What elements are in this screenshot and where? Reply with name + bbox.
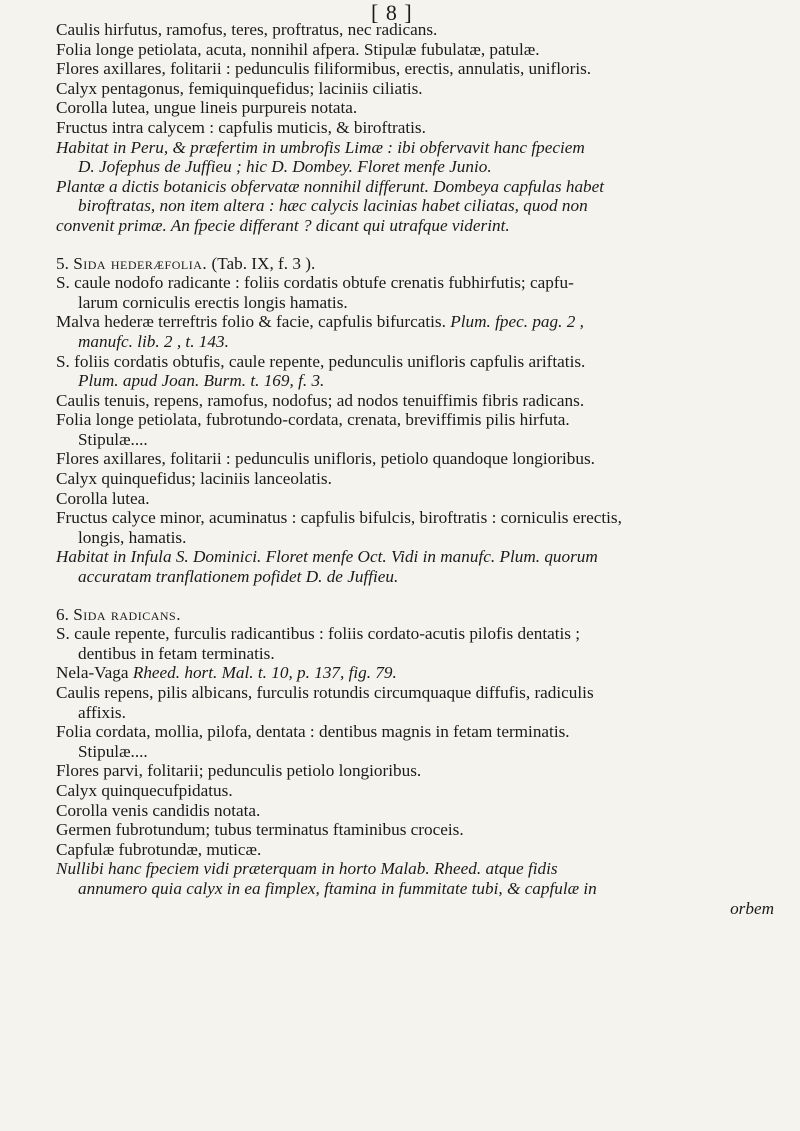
text-line: Fructus calyce minor, acuminatus : capfulis bifulcis, biroftratis : corniculis erectis, — [56, 508, 622, 528]
text-line: larum corniculis erectis longis hamatis. — [78, 292, 348, 312]
synonym-line — [56, 663, 782, 683]
species-heading-5 — [56, 254, 782, 274]
habitat-note: annumero quia calyx in ea fimplex, ftamina in fummitate tubi, & capfulæ in — [78, 878, 597, 898]
text-line: Germen fubrotundum; tubus terminatus ftaminibus croceis. — [56, 820, 464, 840]
text-line: Folia longe petiolata, fubrotundo-cordata, crenata, breviffimis pilis hirfuta. — [56, 410, 570, 430]
text-line: dentibus in fetam terminatis. — [78, 643, 275, 663]
species-number: 5. — [56, 253, 69, 273]
text-line: Stipulæ.... — [78, 741, 148, 761]
text-line: Calyx pentagonus, femiquinquefidus; laciniis ciliatis. — [56, 78, 423, 98]
text-line: Folia cordata, mollia, pilofa, dentata : dentibus magnis in fetam terminatis. — [56, 722, 570, 742]
text-line: Flores parvi, folitarii; pedunculis petiolo longioribus. — [56, 761, 422, 781]
species-heading-6 — [56, 605, 782, 625]
text-line: Flores axillares, folitarii : pedunculis unifloris, petiolo quandoque longioribus. — [56, 449, 595, 469]
habitat-note: D. Jofephus de Juffieu ; hic D. Dombey. Floret menfe Junio. — [78, 157, 492, 177]
text-line: Caulis tenuis, repens, ramofus, nodofus; ad nodos tenuiffimis fibris radicans. — [56, 390, 585, 410]
page-number: [ 8 ] — [371, 0, 413, 25]
species-name: Sida hederæfolia. — [73, 253, 208, 273]
page-text — [56, 20, 782, 918]
habitat-note: Habitat in Peru, & præfertim in umbrofis Limæ : ibi obfervavit hanc fpeciem — [56, 137, 585, 157]
text-line: Folia longe petiolata, acuta, nonnihil afpera. Stipulæ fubulatæ, patulæ. — [56, 39, 540, 59]
habitat-note: convenit primæ. An fpecie differant ? dicant qui utrafque viderint. — [56, 215, 510, 235]
text-line: Corolla venis candidis notata. — [56, 800, 261, 820]
text-line: S. caule nodofo radicante : foliis cordatis obtufe crenatis fubhirfutis; capfu- — [56, 273, 574, 293]
habitat-note: Habitat in Infula S. Dominici. Floret menfe Oct. Vidi in manufc. Plum. quorum — [56, 547, 598, 567]
citation: Plum. fpec. pag. 2 , — [450, 312, 584, 332]
text-line: Capfulæ fubrotundæ, muticæ. — [56, 839, 262, 859]
text-line: Stipulæ.... — [78, 429, 148, 449]
habitat-note: accuratam tranflationem pofidet D. de Juffieu. — [78, 567, 399, 587]
species-name: Sida radicans. — [73, 604, 182, 624]
synonym-text: Malva hederæ terreftris folio & facie, capfulis bifurcatis. — [56, 312, 446, 332]
text-line: Caulis hirfutus, ramofus, teres, proftratus, nec radicans. — [56, 20, 438, 39]
text-line: longis, hamatis. — [78, 527, 187, 547]
text-line: Corolla lutea. — [56, 488, 150, 508]
text-line: Caulis repens, pilis albicans, furculis rotundis circumquaque diffufis, radiculis — [56, 683, 594, 702]
text-line: Fructus intra calycem : capfulis muticis, & biroftratis. — [56, 117, 426, 137]
text-line: Calyx quinquefidus; laciniis lanceolatis. — [56, 469, 332, 489]
citation: Plum. apud Joan. Burm. t. 169, f. 3. — [78, 371, 325, 391]
catchword: orbem — [730, 898, 774, 918]
plate-reference: (Tab. IX, f. 3 ). — [211, 253, 316, 273]
text-line: S. foliis cordatis obtufis, caule repente, pedunculis unifloris capfulis ariftatis. — [56, 351, 586, 371]
habitat-note: Nullibi hanc fpeciem vidi præterquam in horto Malab. Rheed. atque fidis — [56, 859, 558, 879]
text-line: S. caule repente, furculis radicantibus : foliis cordato-acutis pilofis dentatis ; — [56, 624, 581, 644]
habitat-note: Plantæ a dictis botanicis obfervatæ nonnihil differunt. Dombeya capfulas habet — [56, 176, 605, 196]
citation: manufc. lib. 2 , t. 143. — [78, 331, 229, 351]
synonym-line — [56, 312, 782, 332]
species-number: 6. — [56, 604, 69, 624]
citation: Rheed. hort. Mal. t. 10, p. 137, fig. 79. — [132, 663, 397, 683]
text-line: Flores axillares, folitarii : pedunculis filiformibus, erectis, annulatis, unifloris. — [56, 59, 592, 79]
text-line: Calyx quinquecufpidatus. — [56, 780, 233, 800]
text-line: affixis. — [78, 702, 126, 722]
habitat-note: biroftratas, non item altera : hæc calycis lacinias habet ciliatas, quod non — [78, 196, 588, 216]
synonym-text: Nela-Vaga — [56, 663, 129, 683]
text-line: Corolla lutea, ungue lineis purpureis notata. — [56, 98, 358, 118]
